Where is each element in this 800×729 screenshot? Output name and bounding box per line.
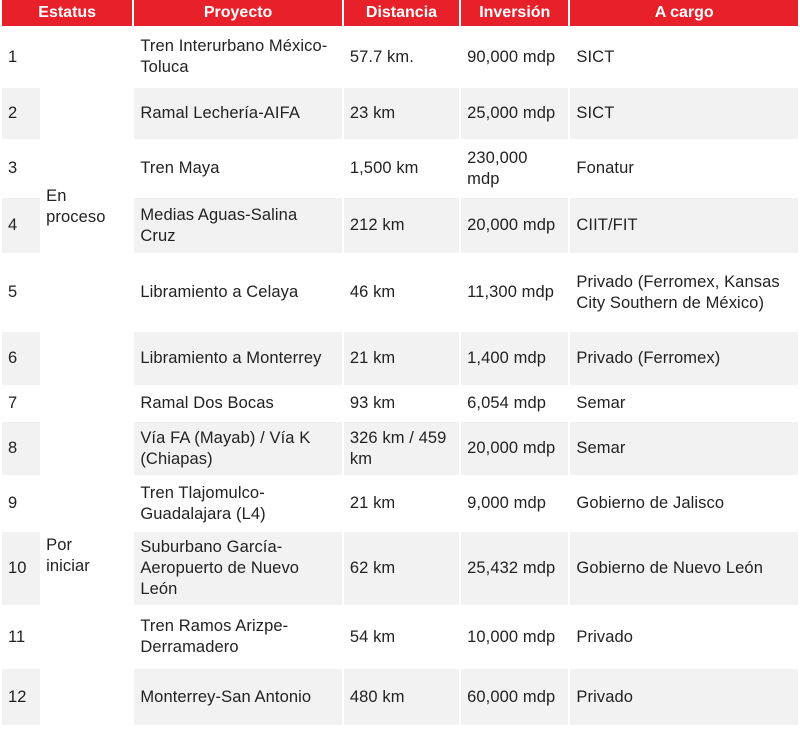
responsible-cell: Semar [570, 387, 798, 420]
responsible-cell: CIIT/FIT [570, 198, 798, 253]
distance-cell: 212 km [344, 198, 459, 253]
row-number: 12 [2, 669, 40, 725]
project-cell: Medias Aguas-Salina Cruz [134, 198, 342, 253]
project-cell: Ramal Dos Bocas [134, 387, 342, 420]
header-a-cargo: A cargo [570, 0, 798, 26]
investment-cell: 11,300 mdp [461, 255, 568, 330]
responsible-cell: SICT [570, 88, 798, 139]
distance-cell: 21 km [344, 477, 459, 530]
responsible-cell: Gobierno de Nuevo León [570, 532, 798, 605]
investment-cell: 90,000 mdp [461, 28, 568, 86]
distance-cell: 57.7 km. [344, 28, 459, 86]
distance-cell: 1,500 km [344, 141, 459, 196]
investment-cell: 6,054 mdp [461, 387, 568, 420]
status-cell: Por iniciar [42, 387, 132, 725]
project-cell: Tren Ramos Arizpe-Derramadero [134, 607, 342, 667]
header-proyecto: Proyecto [134, 0, 342, 26]
table-row [2, 28, 798, 86]
table-header-row [2, 0, 798, 26]
responsible-cell: Gobierno de Jalisco [570, 477, 798, 530]
responsible-cell: Privado [570, 669, 798, 725]
table-row [2, 387, 798, 420]
investment-cell: 25,000 mdp [461, 88, 568, 139]
project-cell: Vía FA (Mayab) / Vía K (Chiapas) [134, 422, 342, 475]
project-cell: Monterrey-San Antonio [134, 669, 342, 725]
investment-cell: 230,000 mdp [461, 141, 568, 196]
row-number: 8 [2, 422, 40, 475]
distance-cell: 326 km / 459 km [344, 422, 459, 475]
row-number: 9 [2, 477, 40, 530]
status-cell: En proceso [42, 28, 132, 385]
responsible-cell: Privado (Ferromex, Kansas City Southern de México) [570, 255, 798, 330]
project-cell: Tren Interurbano México-Toluca [134, 28, 342, 86]
project-cell: Suburbano García-Aeropuerto de Nuevo León [134, 532, 342, 605]
row-number: 7 [2, 387, 40, 420]
row-number: 2 [2, 88, 40, 139]
row-number: 5 [2, 255, 40, 330]
distance-cell: 23 km [344, 88, 459, 139]
distance-cell: 480 km [344, 669, 459, 725]
project-cell: Ramal Lechería-AIFA [134, 88, 342, 139]
responsible-cell: SICT [570, 28, 798, 86]
distance-cell: 21 km [344, 332, 459, 385]
investment-cell: 60,000 mdp [461, 669, 568, 725]
responsible-cell: Privado (Ferromex) [570, 332, 798, 385]
distance-cell: 54 km [344, 607, 459, 667]
row-number: 6 [2, 332, 40, 385]
investment-cell: 20,000 mdp [461, 422, 568, 475]
header-inversion: Inversión [461, 0, 568, 26]
investment-cell: 20,000 mdp [461, 198, 568, 253]
row-number: 4 [2, 198, 40, 253]
table-body [2, 28, 798, 725]
responsible-cell: Semar [570, 422, 798, 475]
investment-cell: 9,000 mdp [461, 477, 568, 530]
row-number: 11 [2, 607, 40, 667]
row-number: 1 [2, 28, 40, 86]
row-number: 10 [2, 532, 40, 605]
distance-cell: 46 km [344, 255, 459, 330]
row-number: 3 [2, 141, 40, 196]
project-cell: Libramiento a Monterrey [134, 332, 342, 385]
responsible-cell: Privado [570, 607, 798, 667]
project-cell: Libramiento a Celaya [134, 255, 342, 330]
header-estatus: Estatus [2, 0, 132, 26]
distance-cell: 62 km [344, 532, 459, 605]
investment-cell: 1,400 mdp [461, 332, 568, 385]
investment-cell: 10,000 mdp [461, 607, 568, 667]
investment-cell: 25,432 mdp [461, 532, 568, 605]
distance-cell: 93 km [344, 387, 459, 420]
responsible-cell: Fonatur [570, 141, 798, 196]
header-distancia: Distancia [344, 0, 459, 26]
project-cell: Tren Tlajomulco-Guadalajara (L4) [134, 477, 342, 530]
project-cell: Tren Maya [134, 141, 342, 196]
